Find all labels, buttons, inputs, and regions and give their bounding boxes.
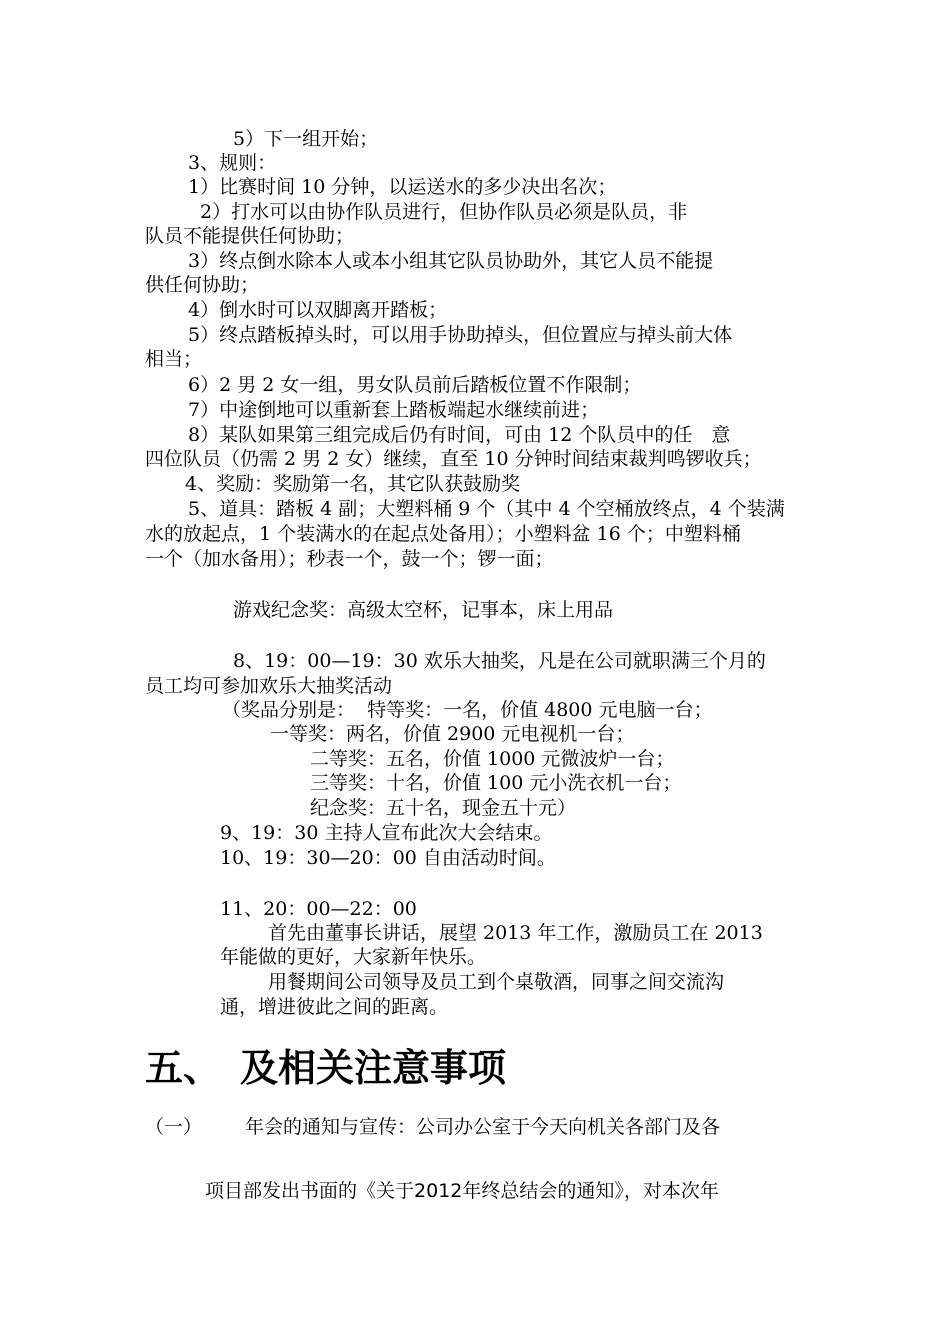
text-line: 水的放起点，1 个装满水的在起点处备用）；小塑料盆 16 个；中塑料桶 — [145, 523, 741, 545]
text-line: 5）终点踏板掉头时，可以用手协助掉头，但位置应与掉头前大体 — [188, 324, 733, 346]
text-line: 7）中途倒地可以重新套上踏板端起水继续前进； — [188, 399, 600, 421]
continuation-text-a: 项目部发出书面的《关于 — [205, 1180, 415, 1202]
text-line: 供任何协助； — [145, 274, 260, 296]
text-line: 三等奖：十名，价值 100 元小洗衣机一台； — [310, 772, 682, 794]
text-line: 四位队员（仍需 2 男 2 女）继续，直至 10 分钟时间结束裁判鸣锣收兵； — [145, 448, 762, 470]
text-line: 用餐期间公司领导及员工到个桌敬酒，同事之间交流沟 — [268, 971, 725, 993]
text-line: 游戏纪念奖：高级太空杯，记事本，床上用品 — [233, 599, 614, 621]
text-line: 员工均可参加欢乐大抽奖活动 — [145, 675, 393, 697]
section-heading: 五、 及相关注意事项 — [145, 1046, 507, 1090]
text-line: 11、20：00—22：00 — [220, 898, 417, 920]
text-line: 3、规则： — [188, 152, 277, 174]
text-line: 首先由董事长讲话，展望 2013 年工作，激励员工在 2013 — [268, 922, 763, 944]
text-line: 8）某队如果第三组完成后仍有时间，可由 12 个队员中的任 意 — [188, 424, 731, 446]
text-line: 一等奖：两名，价值 2900 元电视机一台； — [270, 723, 635, 745]
text-line: 通，增进彼此之间的距离。 — [220, 996, 449, 1018]
text-line: 9、19：30 主持人宣布此次大会结束。 — [220, 822, 553, 844]
text-line: 5）下一组开始； — [233, 128, 379, 150]
text-line: 6）2 男 2 女一组，男女队员前后踏板位置不作限制； — [188, 374, 642, 396]
text-line: （奖品分别是： 特等奖：一名，价值 4800 元电脑一台； — [222, 699, 713, 721]
text-line: 5、道具：踏板 4 副；大塑料桶 9 个（其中 4 个空桶放终点，4 个装满 — [188, 498, 785, 520]
text-line: 队员不能提供任何协助； — [145, 225, 355, 247]
text-line: 相当； — [145, 348, 203, 370]
list-item-text: 年会的通知与宣传：公司办公室于今天向机关各部门及各 — [245, 1116, 721, 1138]
text-line: 3）终点倒水除本人或本小组其它队员协助外，其它人员不能提 — [188, 250, 714, 272]
text-line: 10、19：30—20：00 自由活动时间。 — [220, 847, 556, 869]
text-line: 1）比赛时间 10 分钟，以运送水的多少决出名次； — [188, 176, 617, 198]
text-line: 8、19：00—19：30 欢乐大抽奖，凡是在公司就职满三个月的 — [233, 650, 766, 672]
text-line: 纪念奖：五十名，现金五十元） — [310, 797, 577, 819]
list-item-label: （一） — [145, 1116, 203, 1138]
list-item-continuation — [205, 1179, 719, 1203]
text-line: 一个（加水备用）；秒表一个，鼓一个；锣一面； — [145, 548, 554, 570]
text-line: 4）倒水时可以双脚离开踏板； — [188, 299, 448, 321]
text-line: 二等奖：五名，价值 1000 元微波炉一台； — [310, 748, 675, 770]
continuation-text-b: 年终总结会的通知》，对本次年 — [462, 1180, 719, 1202]
text-line: 年能做的更好，大家新年快乐。 — [220, 946, 487, 968]
text-line: 4、奖励：奖励第一名，其它队获鼓励奖 — [185, 473, 521, 495]
text-line: 2）打水可以由协作队员进行，但协作队员必须是队员，非 — [200, 201, 688, 223]
year-number: 2012 — [414, 1180, 463, 1202]
